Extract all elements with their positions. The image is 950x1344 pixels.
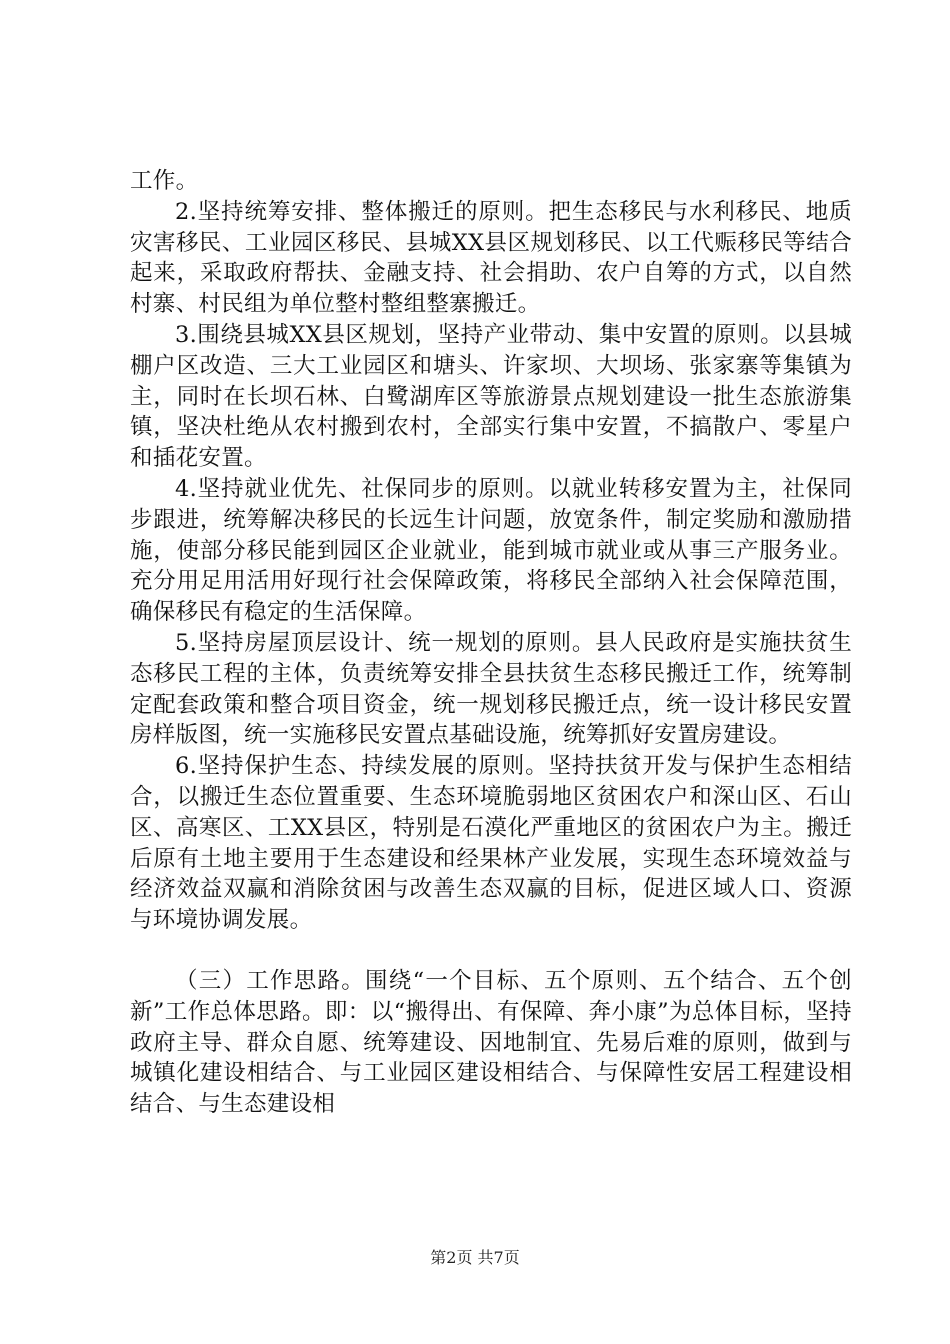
paragraph-principle-2: 2.坚持统筹安排、整体搬迁的原则。把生态移民与水利移民、地质灾害移民、工业园区移民、县城XX县区规划移民、以工代赈移民等结合起来，采取政府帮扶、金融支持、社会捐助、农户自筹的方式，以自然村寨、村民组为单位整村整组整寨搬迁。 <box>130 198 852 318</box>
document-body <box>130 166 852 1120</box>
paragraph-principle-5: 5.坚持房屋顶层设计、统一规划的原则。县人民政府是实施扶贫生态移民工程的主体，负责统筹安排全县扶贫生态移民搬迁工作，统筹制定配套政策和整合项目资金，统一规划移民搬迁点，统一设计移民安置房样版图，统一实施移民安置点基础设施，统筹抓好安置房建设。 <box>130 629 852 749</box>
paragraph-principle-4: 4.坚持就业优先、社保同步的原则。以就业转移安置为主，社保同步跟进，统筹解决移民的长远生计问题，放宽条件，制定奖励和激励措施，使部分移民能到园区企业就业，能到城市就业或从事三产服务业。充分用足用活用好现行社会保障政策，将移民全部纳入社会保障范围，确保移民有稳定的生活保障。 <box>130 475 852 626</box>
paragraph-principle-6: 6.坚持保护生态、持续发展的原则。坚持扶贫开发与保护生态相结合，以搬迁生态位置重要、生态环境脆弱地区贫困农户和深山区、石山区、高寒区、工XX县区，特别是石漠化严重地区的贫困农户为主。搬迁后原有土地主要用于生态建设和经果林产业发展，实现生态环境效益与经济效益双赢和消除贫困与改善生态双赢的目标，促进区域人口、资源与环境协调发展。 <box>130 753 852 934</box>
page-number-footer: 第2页 共7页 <box>430 1248 520 1267</box>
paragraph-work-approach: （三）工作思路。围绕“一个目标、五个原则、五个结合、五个创新”工作总体思路。即：以“搬得出、有保障、奔小康”为总体目标，坚持政府主导、群众自愿、统筹建设、因地制宜、先易后难的原则，做到与城镇化建设相结合、与工业园区建设相结合、与保障性安居工程建设相结合、与生态建设相 <box>130 967 852 1118</box>
paragraph-continuation: 工作。 <box>130 168 199 194</box>
paragraph-principle-3: 3.围绕县城XX县区规划，坚持产业带动、集中安置的原则。以县城棚户区改造、三大工业园区和塘头、许家坝、大坝场、张家寨等集镇为主，同时在长坝石林、白鹭湖库区等旅游景点规划建设一批生态旅游集镇，坚决杜绝从农村搬到农村，全部实行集中安置，不搞散户、零星户和插花安置。 <box>130 321 852 472</box>
